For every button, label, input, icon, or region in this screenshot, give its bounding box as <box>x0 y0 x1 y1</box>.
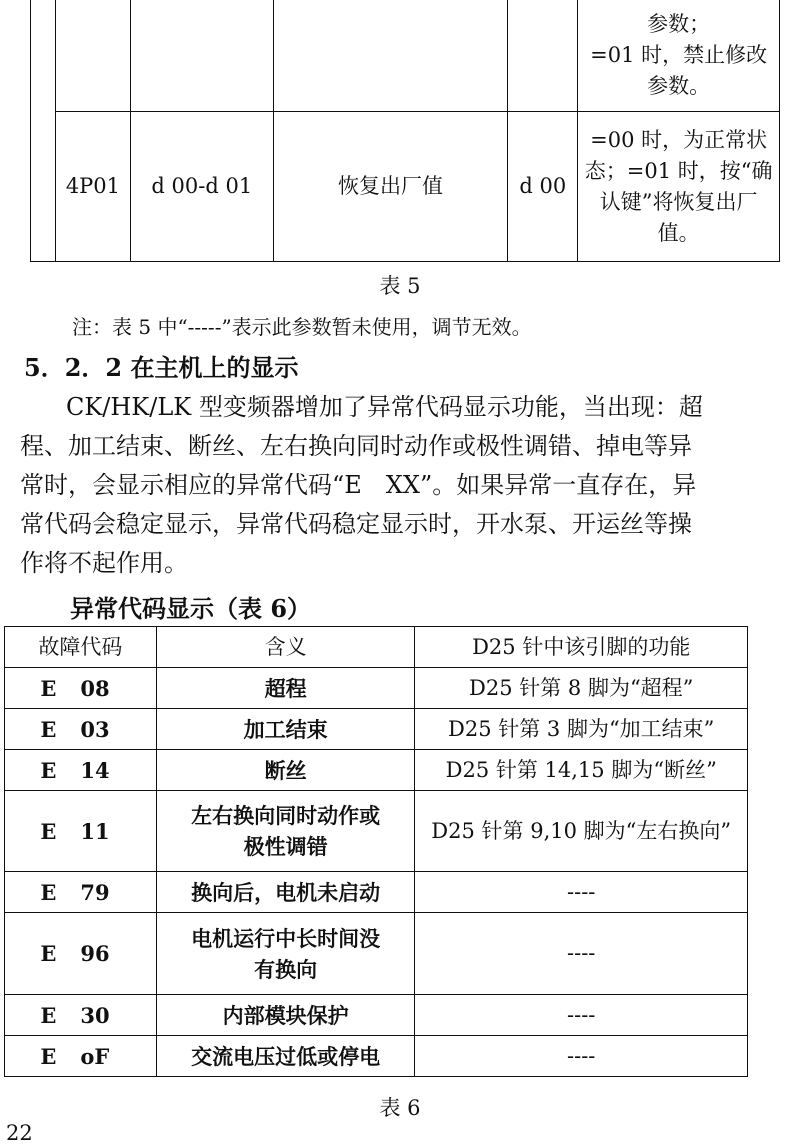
code-prefix: E <box>40 1043 57 1069</box>
code-prefix: E <box>40 818 57 844</box>
fault-code <box>5 913 157 995</box>
meaning-line: 有换向 <box>254 956 318 982</box>
text-line: =00 时，为正常状 <box>590 127 768 152</box>
table-cell <box>55 0 130 112</box>
code-number: oF <box>80 1043 110 1069</box>
table-row <box>5 791 748 872</box>
fault-meaning <box>156 750 415 791</box>
table-header-row <box>5 627 748 668</box>
fault-code <box>5 668 157 709</box>
text-line: 参数。 <box>647 73 711 98</box>
table-row <box>5 1036 748 1077</box>
table-row <box>31 0 780 112</box>
section-heading: 5．2．2 在主机上的显示 <box>24 353 299 382</box>
page-number: 22 <box>6 1121 33 1145</box>
meaning-line: 加工结束 <box>243 716 328 742</box>
meaning-line: 断丝 <box>264 757 307 783</box>
code-prefix: E <box>40 879 57 905</box>
pin-function: ---- <box>415 913 748 995</box>
fault-code <box>5 709 157 750</box>
paragraph-line: 常代码会稳定显示，异常代码稳定显示时，开水泵、开运丝等操 <box>20 510 692 538</box>
pin-function: D25 针第 9,10 脚为“左右换向” <box>415 791 748 872</box>
code-prefix: E <box>40 675 57 701</box>
table-row <box>31 112 780 262</box>
table-6 <box>4 626 748 1077</box>
pin-function: D25 针第 14,15 脚为“断丝” <box>415 750 748 791</box>
table-cell <box>31 0 56 262</box>
pin-function: D25 针第 8 脚为“超程” <box>415 668 748 709</box>
fault-code <box>5 872 157 913</box>
code-number: 79 <box>80 879 110 905</box>
code-number: 30 <box>80 1002 110 1028</box>
fault-code <box>5 995 157 1036</box>
pin-function: ---- <box>415 872 748 913</box>
fault-meaning <box>156 913 415 995</box>
text-line: =01 时，禁止修改 <box>590 42 768 67</box>
fault-code <box>5 750 157 791</box>
pin-function: ---- <box>415 995 748 1036</box>
fault-meaning <box>156 668 415 709</box>
table-cell <box>508 0 578 112</box>
code-prefix: E <box>40 757 57 783</box>
fault-code <box>5 1036 157 1077</box>
column-header: 含义 <box>156 627 415 668</box>
param-name: 恢复出厂值 <box>273 112 508 262</box>
fault-meaning <box>156 709 415 750</box>
text-line: 值。 <box>657 220 700 245</box>
table-5-note: 注：表 5 中“-----”表示此参数暂未使用，调节无效。 <box>72 315 532 339</box>
code-number: 03 <box>80 716 110 742</box>
table-6-title: 异常代码显示（表 6） <box>70 594 312 623</box>
table-row <box>5 668 748 709</box>
fault-meaning <box>156 1036 415 1077</box>
meaning-line: 超程 <box>264 675 307 701</box>
param-default: d 00 <box>508 112 578 262</box>
meaning-line: 电机运行中长时间没 <box>191 925 381 951</box>
fault-meaning <box>156 791 415 872</box>
code-prefix: E <box>40 716 57 742</box>
code-number: 11 <box>80 818 110 844</box>
meaning-line: 左右换向同时动作或 <box>191 803 381 828</box>
param-code: 4P01 <box>55 112 130 262</box>
table-5-caption: 表 5 <box>379 274 421 298</box>
pin-function: D25 针第 3 脚为“加工结束” <box>415 709 748 750</box>
text-line: 认键”将恢复出厂 <box>599 189 758 214</box>
meaning-line: 极性调错 <box>243 834 328 859</box>
text-line: 参数； <box>647 11 711 36</box>
meaning-line: 换向后，电机未启动 <box>191 879 381 905</box>
meaning-line: 交流电压过低或停电 <box>191 1043 381 1069</box>
fault-meaning <box>156 995 415 1036</box>
paragraph-line: 常时，会显示相应的异常代码“E XX”。如果异常一直存在，异 <box>20 471 697 499</box>
paragraph-line: 作将不起作用。 <box>20 549 188 577</box>
table-cell <box>130 0 273 112</box>
table-row <box>5 750 748 791</box>
table-5 <box>30 0 780 262</box>
code-number: 96 <box>80 941 110 966</box>
table-cell-description <box>578 112 780 262</box>
code-prefix: E <box>40 941 57 966</box>
code-prefix: E <box>40 1002 57 1028</box>
table-cell <box>273 0 508 112</box>
table-row <box>5 709 748 750</box>
column-header: 故障代码 <box>5 627 157 668</box>
table-row <box>5 913 748 995</box>
pin-function: ---- <box>415 1036 748 1077</box>
table-6-caption: 表 6 <box>379 1096 421 1120</box>
fault-code <box>5 791 157 872</box>
code-number: 14 <box>80 757 110 783</box>
meaning-line: 内部模块保护 <box>222 1002 349 1028</box>
param-range: d 00-d 01 <box>130 112 273 262</box>
column-header: D25 针中该引脚的功能 <box>415 627 748 668</box>
section-paragraph <box>20 388 780 583</box>
fault-meaning <box>156 872 415 913</box>
table-row <box>5 995 748 1036</box>
text-line: 态；=01 时，按“确 <box>584 158 773 183</box>
table-cell-description <box>578 0 780 112</box>
paragraph-line: CK/HK/LK 型变频器增加了异常代码显示功能，当出现：超 <box>66 393 703 421</box>
table-row <box>5 872 748 913</box>
code-number: 08 <box>80 675 110 701</box>
paragraph-line: 程、加工结束、断丝、左右换向同时动作或极性调错、掉电等异 <box>20 432 692 460</box>
